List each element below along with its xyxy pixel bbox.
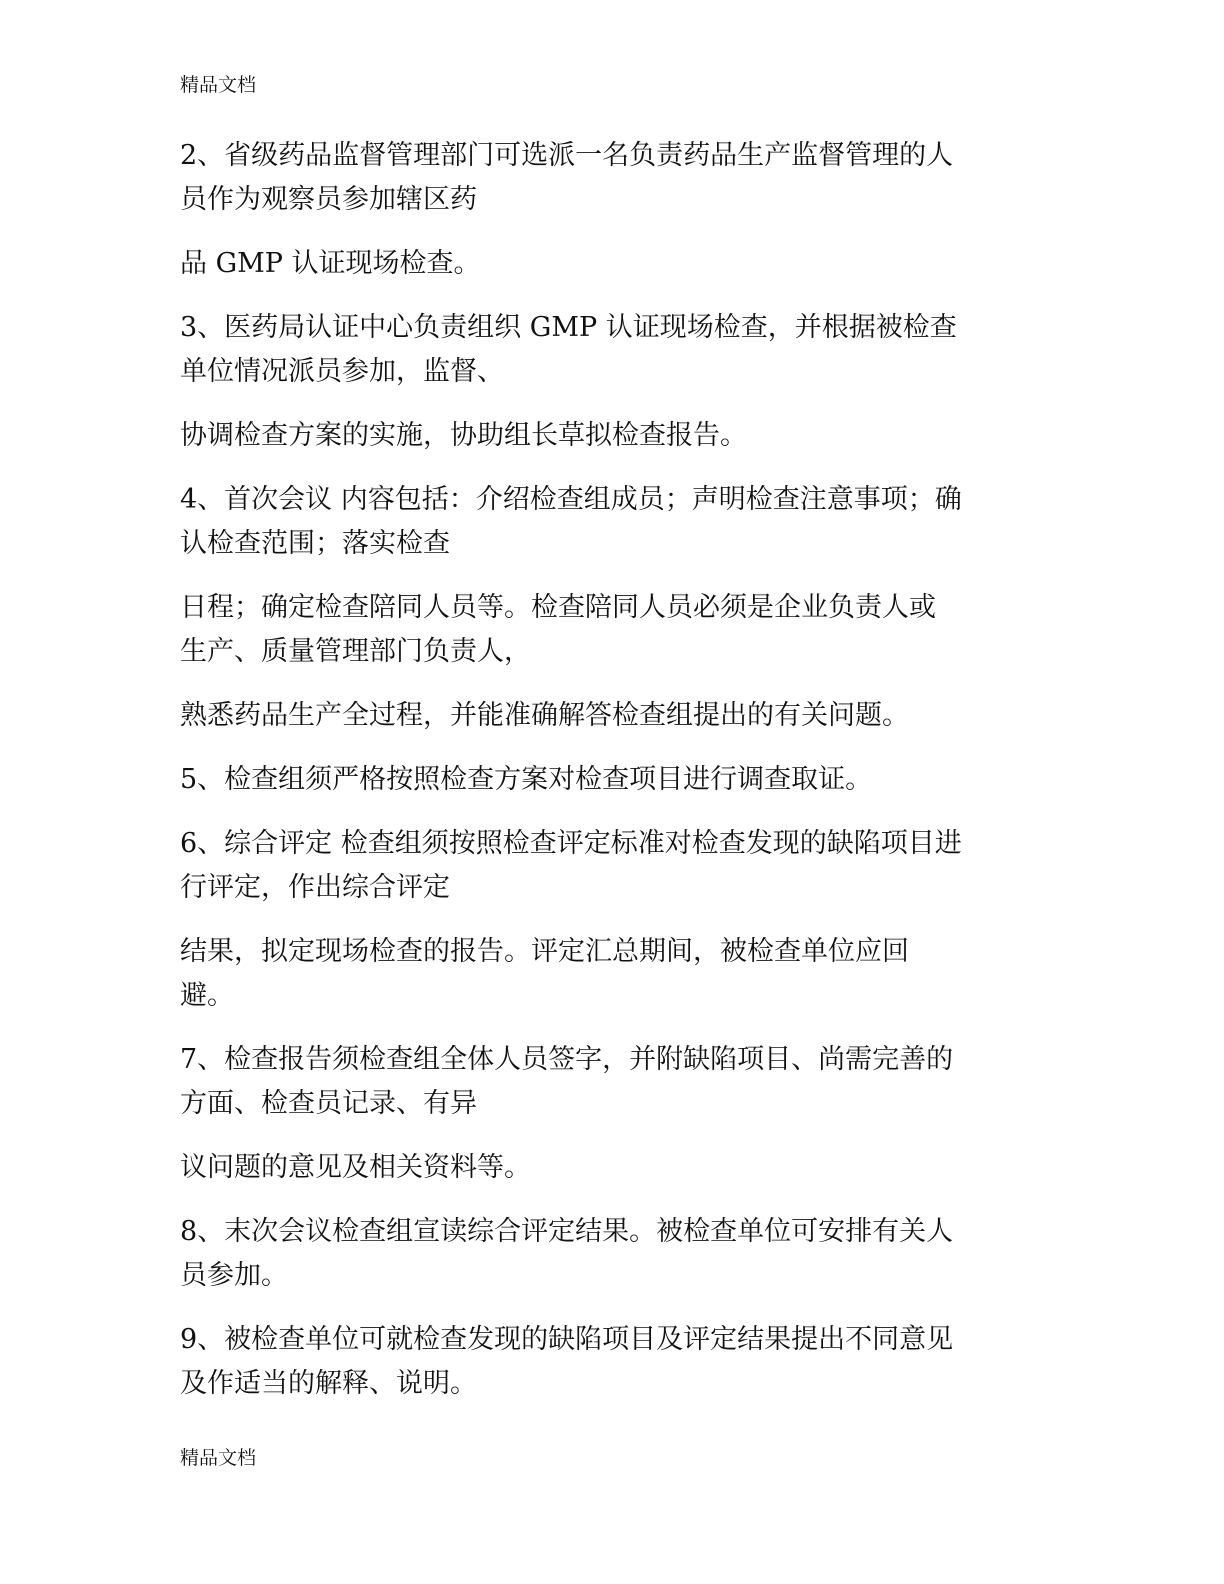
text-line: 5、检查组须严格按照检查方案对检查项目进行调查取证。: [180, 764, 873, 795]
text-line: 员参加。: [180, 1260, 288, 1291]
text-line: 方面、检查员记录、有异: [180, 1088, 477, 1119]
paragraph: [180, 1318, 1040, 1406]
text-line: 熟悉药品生产全过程，并能准确解答检查组提出的有关问题。: [180, 700, 909, 731]
paragraph: [180, 1146, 1040, 1190]
text-line: 6、综合评定 检查组须按照检查评定标准对检查发现的缺陷项目进: [180, 828, 962, 859]
paragraph: [180, 694, 1040, 738]
text-line: 协调检查方案的实施，协助组长草拟检查报告。: [180, 420, 747, 451]
paragraph: [180, 134, 1040, 222]
text-line: 行评定，作出综合评定: [180, 872, 450, 903]
paragraph: [180, 478, 1040, 566]
text-line: 生产、质量管理部门负责人，: [180, 636, 531, 667]
text-line: 认检查范围；落实检查: [180, 528, 450, 559]
text-line: 员作为观察员参加辖区药: [180, 184, 477, 215]
paragraph: [180, 758, 1040, 802]
text-line: 结果，拟定现场检查的报告。评定汇总期间，被检查单位应回: [180, 936, 909, 967]
page-footer: 精品文档: [180, 1447, 257, 1469]
paragraph: [180, 1038, 1040, 1126]
text-line: 品 GMP 认证现场检查。: [180, 248, 481, 279]
text-line: 9、被检查单位可就检查发现的缺陷项目及评定结果提出不同意见: [180, 1324, 954, 1355]
paragraph: [180, 822, 1040, 910]
text-line: 单位情况派员参加，监督、: [180, 356, 504, 387]
paragraph: [180, 586, 1040, 674]
text-line: 2、省级药品监督管理部门可选派一名负责药品生产监督管理的人: [180, 140, 954, 171]
text-line: 3、医药局认证中心负责组织 GMP 认证现场检查，并根据被检查: [180, 312, 957, 343]
document-body: [180, 134, 1040, 1426]
text-line: 日程；确定检查陪同人员等。检查陪同人员必须是企业负责人或: [180, 592, 936, 623]
paragraph: [180, 930, 1040, 1018]
text-line: 避。: [180, 980, 234, 1011]
paragraph: [180, 242, 1040, 286]
text-line: 4、首次会议 内容包括：介绍检查组成员；声明检查注意事项；确: [180, 484, 962, 515]
paragraph: [180, 306, 1040, 394]
page-header: 精品文档: [180, 74, 257, 96]
text-line: 8、末次会议检查组宣读综合评定结果。被检查单位可安排有关人: [180, 1216, 954, 1247]
text-line: 7、检查报告须检查组全体人员签字，并附缺陷项目、尚需完善的: [180, 1044, 954, 1075]
text-line: 议问题的意见及相关资料等。: [180, 1152, 531, 1183]
paragraph: [180, 1210, 1040, 1298]
text-line: 及作适当的解释、说明。: [180, 1368, 477, 1399]
paragraph: [180, 414, 1040, 458]
